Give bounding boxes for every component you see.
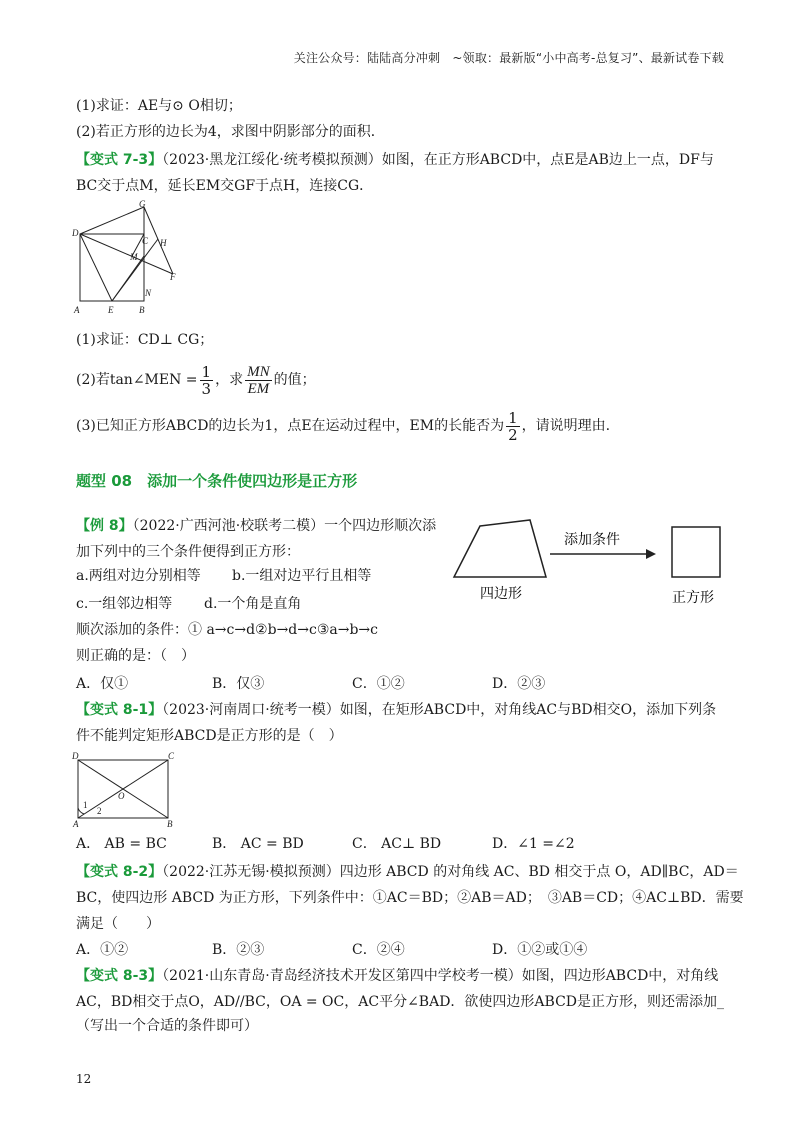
option-a: A．仅① <box>76 676 129 692</box>
point-label: B <box>167 819 173 828</box>
section-title: 题型 08 添加一个条件使四边形是正方形 <box>76 472 358 490</box>
option-c: C．①② <box>352 676 405 692</box>
problem-stem <box>76 516 436 536</box>
condition-d: d.一个角是直角 <box>204 596 302 612</box>
ask-text: 则正确的是：（ ） <box>76 648 195 664</box>
fraction-denominator: EM <box>247 380 270 397</box>
fraction-numerator: 1 <box>508 408 518 427</box>
q3-text: ，请说明理由. <box>521 418 611 434</box>
stem-text: （2023·河南周口·统考一模）如图，在矩形ABCD中，对角线AC与BD相交O，添加下列条 <box>162 702 717 718</box>
condition-b: b.一组对边平行且相等 <box>232 568 372 584</box>
point-label: A <box>73 819 79 828</box>
option-d: D．①②或①④ <box>492 942 588 958</box>
problem-tag: 【例 8】 <box>76 518 133 534</box>
rectangle-figure-8-1 <box>70 750 180 828</box>
fraction-denominator: 3 <box>201 379 212 398</box>
point-label: O <box>118 791 125 801</box>
q2-text: ，求 <box>215 372 244 388</box>
point-label: E <box>108 305 114 315</box>
question-line <box>76 408 610 444</box>
option-d: D．∠1 =∠2 <box>492 836 575 852</box>
option-d: D．②③ <box>492 676 546 692</box>
option-b: B．仅③ <box>212 676 265 692</box>
quadrilateral-to-square-figure <box>450 512 740 612</box>
stem-text: （2022·广西河池·校联考二模）一个四边形顺次添 <box>132 518 437 534</box>
square-figure-7-3 <box>72 200 192 318</box>
option-a: A．①② <box>76 942 129 958</box>
q3-text: (3)已知正方形ABCD的边长为1，点E在运动过程中，EM的长能否为 <box>76 418 505 434</box>
quadrilateral-label: 四边形 <box>480 587 522 602</box>
stem-text: BC，使四边形 ABCD 为正方形，下列条件中：①AC＝BD；②AB＝AD； ③AB＝CD；④AC⊥BD．需要 <box>76 890 744 906</box>
point-label: F <box>170 272 176 282</box>
fraction <box>245 364 272 397</box>
page-number: 12 <box>76 1072 92 1086</box>
point-label: G <box>139 200 146 209</box>
fraction <box>506 410 520 443</box>
point-label: D <box>72 751 79 761</box>
option-c: C． AC⊥ BD <box>352 836 442 852</box>
problem-stem <box>76 862 739 882</box>
point-label: C <box>142 236 149 246</box>
stem-text: 满足（ ） <box>76 916 160 932</box>
fraction-denominator: 2 <box>508 425 518 444</box>
square-label: 正方形 <box>672 591 714 606</box>
page-header: 关注公众号：陆陆高分冲刺 ~领取：最新版“小中高考-总复习”、最新试卷下载 <box>293 51 724 65</box>
condition-a: a.两组对边分别相等 <box>76 568 201 584</box>
question-line: (2)若正方形的边长为4，求图中阴影部分的面积． <box>76 124 385 140</box>
point-label: M <box>130 252 138 262</box>
point-label: A <box>74 305 80 315</box>
fraction-numerator: 1 <box>201 362 212 381</box>
stem-text: AC，BD相交于点O，AD//BC，OA = OC，AC平分∠BAD．欲使四边形ABCD是正方形，则还需添加_ <box>76 994 725 1010</box>
stem-text: （2022·江苏无锡·模拟预测）四边形 ABCD 的对角线 AC、BD 相交于点 O，AD∥BC，AD＝ <box>162 864 739 880</box>
order-list: 顺次添加的条件：① a→c→d②b→d→c③a→b→c <box>76 622 378 638</box>
option-a: A． AB = BC <box>76 836 167 852</box>
stem-text: BC交于点M，延长EM交GF于点H，连接CG． <box>76 178 374 194</box>
problem-tag: 【变式 7-3】 <box>76 152 163 168</box>
problem-stem <box>76 966 718 986</box>
q2-text: 的值； <box>273 372 316 388</box>
q2-text: (2)若tan∠MEN = <box>76 372 198 388</box>
option-c: C．②④ <box>352 942 405 958</box>
question-line: (1)求证：AE与⊙ O相切； <box>76 98 242 114</box>
stem-text: （写出一个合适的条件即可） <box>76 1018 258 1034</box>
point-label: H <box>160 238 167 248</box>
stem-text: 件不能判定矩形ABCD是正方形的是（ ） <box>76 728 343 744</box>
option-b: B．②③ <box>212 942 265 958</box>
point-label: D <box>72 228 79 238</box>
option-b: B． AC = BD <box>212 836 304 852</box>
angle-label: 2 <box>97 806 102 816</box>
arrow-label: 添加条件 <box>564 533 620 548</box>
question-line: (1)求证：CD⊥ CG； <box>76 332 214 348</box>
problem-stem <box>76 700 716 720</box>
stem-text: （2023·黑龙江绥化·统考模拟预测）如图，在正方形ABCD中，点E是AB边上一点，DF与 <box>162 152 714 168</box>
point-label: N <box>145 288 152 298</box>
problem-tag: 【变式 8-2】 <box>76 864 163 880</box>
point-label: B <box>139 305 145 315</box>
condition-c: c.一组邻边相等 <box>76 596 173 612</box>
point-label: C <box>168 751 175 761</box>
problem-stem <box>76 150 714 170</box>
angle-label: 1 <box>83 800 88 810</box>
stem-text: 加下列中的三个条件便得到正方形： <box>76 544 300 560</box>
fraction <box>200 364 214 397</box>
stem-text: （2021·山东青岛·青岛经济技术开发区第四中学校考一模）如图，四边形ABCD中，对角线 <box>162 968 719 984</box>
problem-tag: 【变式 8-1】 <box>76 702 163 718</box>
question-line <box>76 362 316 398</box>
problem-tag: 【变式 8-3】 <box>76 968 163 984</box>
fraction-numerator: MN <box>247 363 270 380</box>
